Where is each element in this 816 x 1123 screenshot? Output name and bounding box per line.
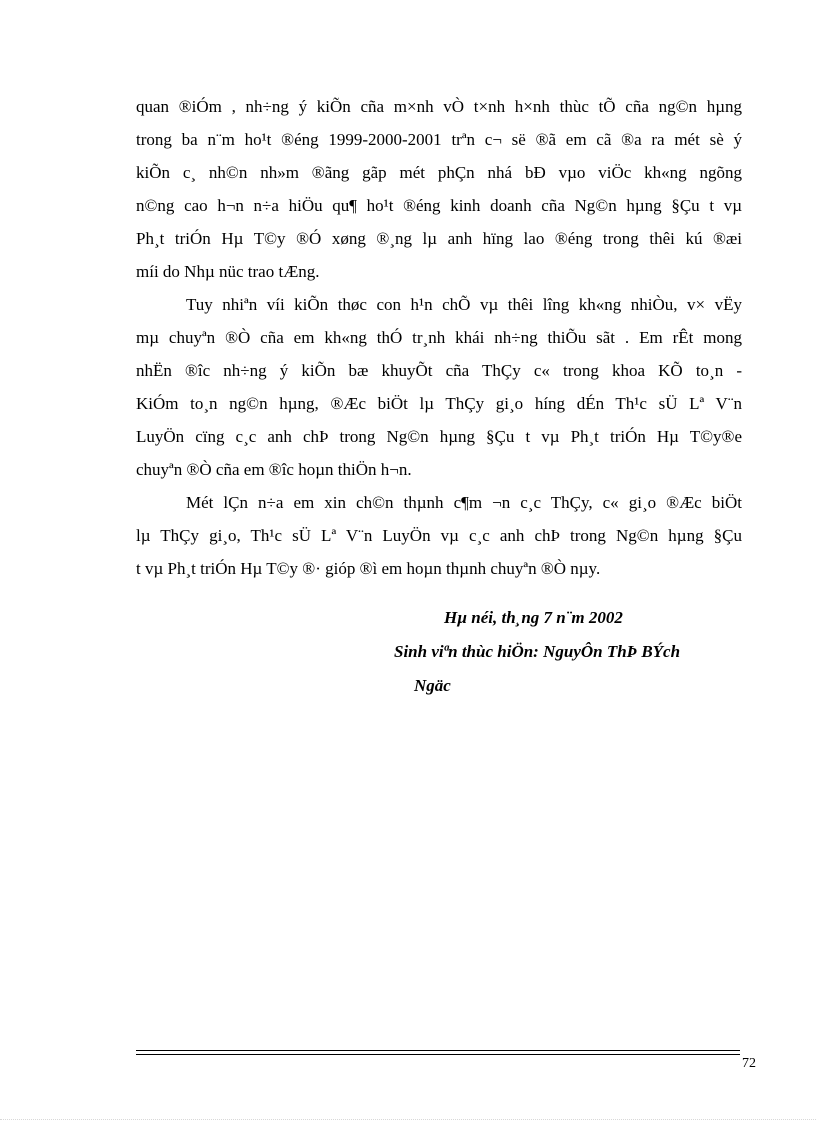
text-line: chuyªn ®Ò cña em ®îc hoµn thiÖn h¬n. [136, 460, 412, 479]
page-number: 72 [742, 1056, 756, 1071]
text-line: nhËn ®îc nh÷ng ý kiÕn bæ khuyÕt cña ThÇy c« trong khoa KÕ to¸n - [136, 361, 742, 380]
text-line: kiÕn c¸ nh©n nh»m ®ãng gãp mét phÇn nhá bÐ vµo viÖc kh«ng ngõng [136, 163, 742, 182]
page-bottom-border [0, 1119, 816, 1120]
text-line: KiÓm to¸n ng©n hµng, ®Æc biÖt lµ ThÇy gi¸o híng dÉn Th¹c sÜ Lª V¨n [136, 394, 742, 413]
footer-divider [136, 1050, 740, 1051]
text-line: lµ ThÇy gi¸o, Th¹c sÜ Lª V¨n LuyÖn vµ c¸c anh chÞ trong Ng©n hµng §Çu [136, 526, 742, 545]
text-line: Tuy nhiªn víi kiÕn thøc con h¹n chÕ vµ thêi lîng kh«ng nhiÒu, v× vËy [186, 295, 742, 314]
text-line: Mét lÇn n÷a em xin ch©n thµnh c¶m ¬n c¸c ThÇy, c« gi¸o ®Æc biÖt [186, 493, 742, 512]
place-date: Hµ néi, th¸ng 7 n¨m 2002 [444, 608, 623, 627]
text-line: trong ba n¨m ho¹t ®éng 1999-2000-2001 trªn c¬ së ®ã em cã ®a ra mét sè ý [136, 130, 742, 149]
text-line: míi do Nhµ nüc trao tÆng. [136, 262, 320, 281]
text-line: mµ chuyªn ®Ò cña em kh«ng thÓ tr¸nh khái nh÷ng thiÕu sãt . Em rÊt mong [136, 328, 742, 347]
text-line: LuyÖn cïng c¸c anh chÞ trong Ng©n hµng §Çu t vµ Ph¸t triÓn Hµ T©y®e [136, 427, 742, 446]
text-line: Ph¸t triÓn Hµ T©y ®Ó xøng ®¸ng lµ anh hïng lao ®éng trong thêi kú ®æi [136, 229, 742, 248]
text-line: n©ng cao h¬n n÷a hiÖu qu¶ ho¹t ®éng kinh doanh cña Ng©n hµng §Çu t vµ [136, 196, 742, 215]
author-line: Sinh viªn thùc hiÖn: NguyÔn ThÞ BÝch [394, 642, 681, 661]
text-line: quan ®iÓm , nh÷ng ý kiÕn cña m×nh vÒ t×nh h×nh thùc tÕ cña ng©n hµng [136, 97, 742, 116]
author-line-continued: Ngäc [414, 676, 451, 695]
body-text [136, 90, 742, 585]
text-line: t vµ Ph¸t triÓn Hµ T©y ®· gióp ®ì em hoµn thµnh chuyªn ®Ò nµy. [136, 559, 601, 578]
footer-divider [136, 1054, 740, 1055]
